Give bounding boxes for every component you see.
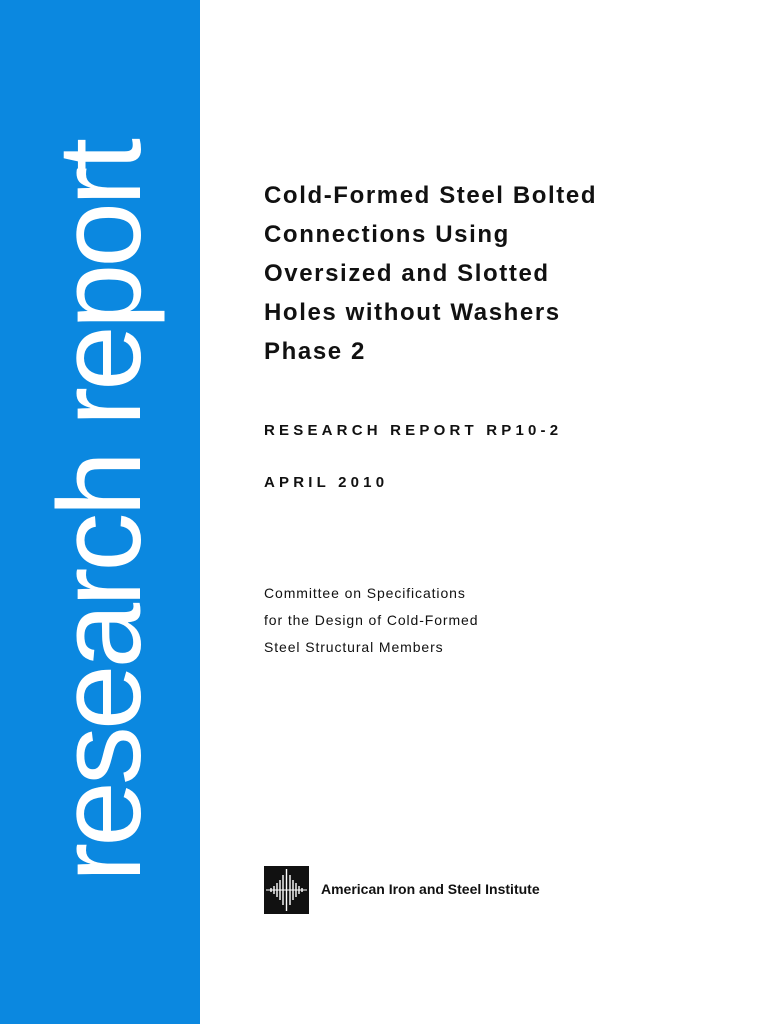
title-line: Phase 2 [264,338,366,365]
title-line: Oversized and Slotted [264,260,550,287]
title-line: Cold-Formed Steel Bolted [264,182,598,209]
band-title: research report [34,141,166,883]
publisher-name: American Iron and Steel Institute [321,881,540,897]
committee-line: for the Design of Cold-Formed [264,612,479,628]
title-line: Holes without Washers [264,299,561,326]
report-title [264,176,744,371]
committee-line: Steel Structural Members [264,639,444,655]
report-date: APRIL 2010 [264,474,389,491]
committee-line: Committee on Specifications [264,585,466,601]
report-number: RESEARCH REPORT RP10-2 [264,422,563,439]
committee-name [264,580,478,661]
aisi-starburst-logo-icon [264,866,309,914]
side-band [0,0,200,1024]
title-line: Connections Using [264,221,510,248]
